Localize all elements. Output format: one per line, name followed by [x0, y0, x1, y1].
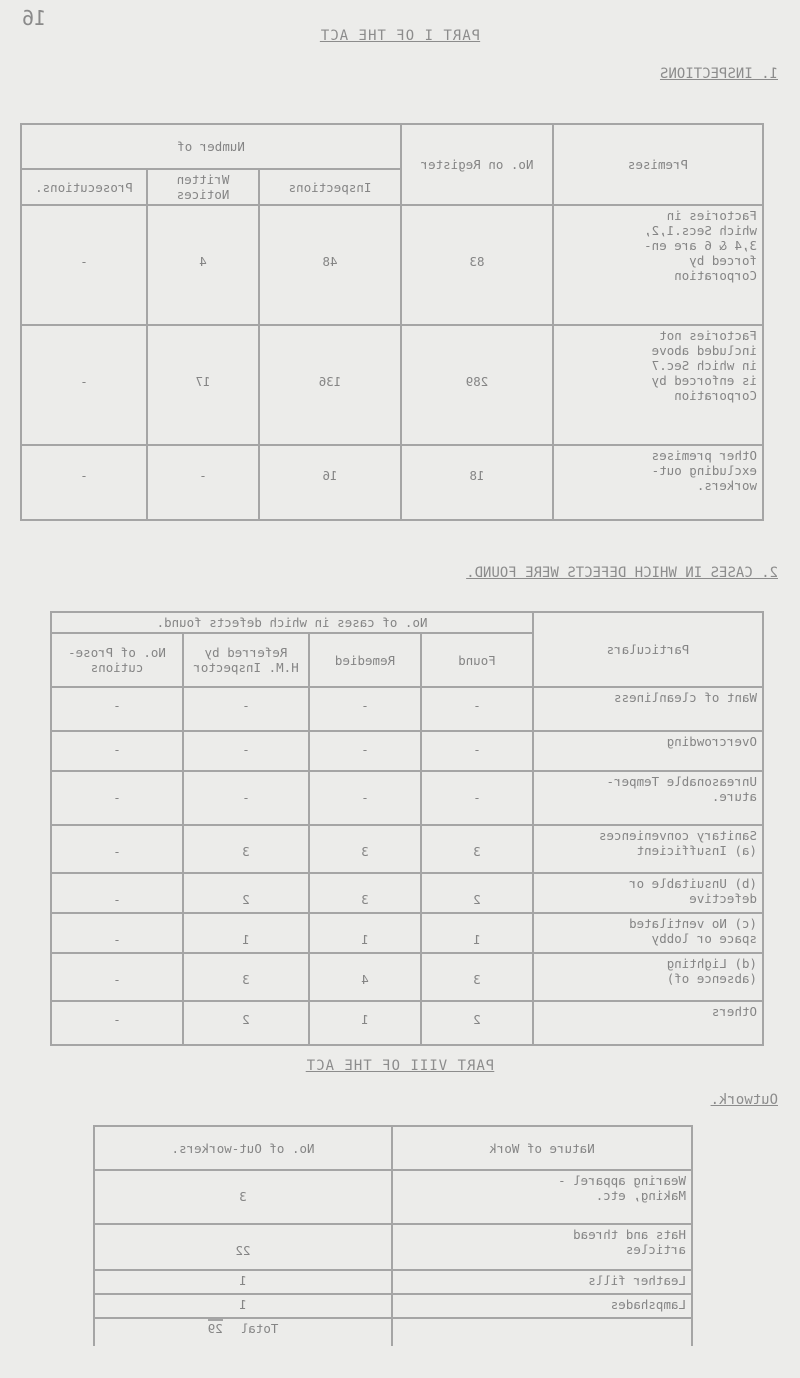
part-i-title: PART I OF THE ACT — [319, 28, 481, 44]
col-referred: Referred by H.M. Inspector — [183, 633, 309, 687]
premises-cell — [553, 205, 763, 325]
inspections-cell: 16 — [259, 445, 401, 520]
found-cell: - — [421, 771, 533, 825]
found-cell: 2 — [421, 1001, 533, 1045]
found-cell: - — [421, 731, 533, 771]
referred-cell: - — [183, 771, 309, 825]
referred-cell: 2 — [183, 1001, 309, 1045]
register-cell: 18 — [401, 445, 553, 520]
nature-cell-line: Hats and thread — [573, 1227, 686, 1242]
particulars-cell — [533, 771, 763, 825]
remedied-cell: 3 — [309, 825, 421, 873]
col-prosecutions-count: No. of Prose-cutions — [51, 633, 183, 687]
prosecutions-cell: - — [51, 873, 183, 913]
referred-cell: - — [183, 687, 309, 731]
particulars-cell-line: (d) Lighting — [666, 956, 757, 971]
register-cell: 83 — [401, 205, 553, 325]
notices-cell: 4 — [147, 205, 259, 325]
premises-cell-line: is enforced by — [651, 373, 757, 388]
col-cases: No. of cases in which defects found. — [51, 612, 533, 633]
remedied-cell: - — [309, 771, 421, 825]
remedied-cell: 1 — [309, 1001, 421, 1045]
col-register: No. on Register — [401, 124, 553, 205]
particulars-cell — [533, 731, 763, 771]
premises-cell-line: Corporation — [674, 388, 757, 403]
particulars-cell — [533, 953, 763, 1001]
prosecutions-cell: - — [21, 325, 147, 445]
table-row — [51, 731, 763, 771]
notices-cell: - — [147, 445, 259, 520]
table-row — [51, 1001, 763, 1045]
prosecutions-cell: - — [51, 953, 183, 1001]
total-label: Total — [240, 1321, 279, 1336]
particulars-cell-line: ature. — [711, 789, 757, 804]
col-prosecutions: Prosecutions. — [21, 169, 147, 205]
premises-cell — [553, 325, 763, 445]
found-cell: 3 — [421, 825, 533, 873]
particulars-cell-line: (absence of) — [666, 971, 757, 986]
defects-table — [50, 611, 764, 1046]
col-outworkers: No. of Out-workers. — [94, 1126, 392, 1170]
particulars-cell-line: Sanitary conveniences — [598, 828, 757, 843]
outwork-heading: Outwork. — [710, 1092, 778, 1108]
referred-cell: 2 — [183, 873, 309, 913]
nature-cell — [392, 1270, 692, 1294]
remedied-cell: 1 — [309, 913, 421, 953]
referred-cell: 1 — [183, 913, 309, 953]
premises-cell-line: which Secs.1,2, — [644, 223, 757, 238]
defects-heading: 2. CASES IN WHICH DEFECTS WERE FOUND. — [466, 565, 778, 581]
particulars-cell-line: space or lobby — [651, 931, 757, 946]
register-cell: 289 — [401, 325, 553, 445]
particulars-cell — [533, 687, 763, 731]
prosecutions-cell: - — [21, 445, 147, 520]
part-viii-title: PART VIII OF THE ACT — [305, 1058, 495, 1074]
table-row — [51, 771, 763, 825]
col-premises: Premises — [553, 124, 763, 205]
premises-cell-line: Factories in — [666, 208, 757, 223]
premises-cell-line: excluding out- — [651, 463, 757, 478]
nature-cell-line: Making, etc. — [595, 1188, 686, 1203]
col-number-of: Number of — [21, 124, 401, 169]
referred-cell: - — [183, 731, 309, 771]
table-row — [51, 953, 763, 1001]
prosecutions-cell: - — [51, 731, 183, 771]
outworkers-cell: 1 — [94, 1270, 392, 1294]
premises-cell-line: Other premises — [651, 448, 757, 463]
premises-cell-line: Factories not — [659, 328, 757, 343]
total-value: 29 — [207, 1321, 223, 1336]
table-row — [94, 1270, 692, 1294]
col-written-notices: Written Notices — [147, 169, 259, 205]
col-found: Found — [421, 633, 533, 687]
page-number: 16 — [22, 6, 47, 30]
outworkers-cell: 1 — [94, 1294, 392, 1318]
premises-cell-line: in which Sec.7 — [651, 358, 757, 373]
found-cell: 1 — [421, 913, 533, 953]
col-particulars: Particulars — [533, 612, 763, 687]
table-row — [21, 205, 763, 325]
particulars-cell-line: Unreasonable Temper- — [606, 774, 757, 789]
inspections-table — [20, 123, 764, 521]
nature-cell-line: Lampshades — [610, 1297, 686, 1312]
remedied-cell: 4 — [309, 953, 421, 1001]
particulars-cell-line: (c) No ventilated — [629, 916, 757, 931]
remedied-cell: - — [309, 687, 421, 731]
nature-cell — [392, 1224, 692, 1270]
particulars-cell-line: defective — [689, 891, 757, 906]
nature-cell-line: Wearing apparel - — [558, 1173, 686, 1188]
total-row — [94, 1318, 692, 1346]
table-row — [94, 1170, 692, 1224]
premises-cell-line: forced by — [689, 253, 757, 268]
table-row — [94, 1294, 692, 1318]
nature-cell-line: articles — [625, 1242, 686, 1257]
referred-cell: 3 — [183, 953, 309, 1001]
table-row — [51, 825, 763, 873]
table-row — [51, 913, 763, 953]
table-row — [51, 687, 763, 731]
prosecutions-cell: - — [21, 205, 147, 325]
premises-cell-line: Corporation — [674, 268, 757, 283]
premises-cell — [553, 445, 763, 520]
remedied-cell: 3 — [309, 873, 421, 913]
particulars-cell-line: (a) Insufficient — [636, 843, 757, 858]
particulars-cell-line: Others — [711, 1004, 757, 1019]
outworkers-cell: 3 — [94, 1170, 392, 1224]
found-cell: 3 — [421, 953, 533, 1001]
inspections-cell: 136 — [259, 325, 401, 445]
particulars-cell-line: (b) Unsuitable or — [629, 876, 757, 891]
remedied-cell: - — [309, 731, 421, 771]
prosecutions-cell: - — [51, 913, 183, 953]
particulars-cell — [533, 873, 763, 913]
premises-cell-line: 3,4 & 6 are en- — [644, 238, 757, 253]
referred-cell: 3 — [183, 825, 309, 873]
particulars-cell — [533, 1001, 763, 1045]
table-row — [94, 1224, 692, 1270]
outwork-table — [93, 1125, 693, 1346]
total-spacer-cell — [392, 1318, 692, 1346]
nature-cell — [392, 1294, 692, 1318]
col-nature-of-work: Nature of Work — [392, 1126, 692, 1170]
premises-cell-line: included above — [651, 343, 757, 358]
found-cell: - — [421, 687, 533, 731]
table-row — [51, 873, 763, 913]
particulars-cell-line: Want of cleanliness — [614, 690, 757, 705]
table-row — [21, 445, 763, 520]
prosecutions-cell: - — [51, 825, 183, 873]
particulars-cell — [533, 913, 763, 953]
inspections-cell: 48 — [259, 205, 401, 325]
prosecutions-cell: - — [51, 687, 183, 731]
premises-cell-line: workers. — [696, 478, 757, 493]
particulars-cell — [533, 825, 763, 873]
prosecutions-cell: - — [51, 1001, 183, 1045]
notices-cell: 17 — [147, 325, 259, 445]
col-inspections: Inspections — [259, 169, 401, 205]
nature-cell — [392, 1170, 692, 1224]
outworkers-cell: 22 — [94, 1224, 392, 1270]
prosecutions-cell: - — [51, 771, 183, 825]
particulars-cell-line: Overcrowding — [666, 734, 757, 749]
table-row — [21, 325, 763, 445]
found-cell: 2 — [421, 873, 533, 913]
nature-cell-line: Leather fills — [588, 1273, 686, 1288]
inspections-heading: 1. INSPECTIONS — [659, 66, 778, 82]
col-remedied: Remedied — [309, 633, 421, 687]
total-cell — [94, 1318, 392, 1346]
